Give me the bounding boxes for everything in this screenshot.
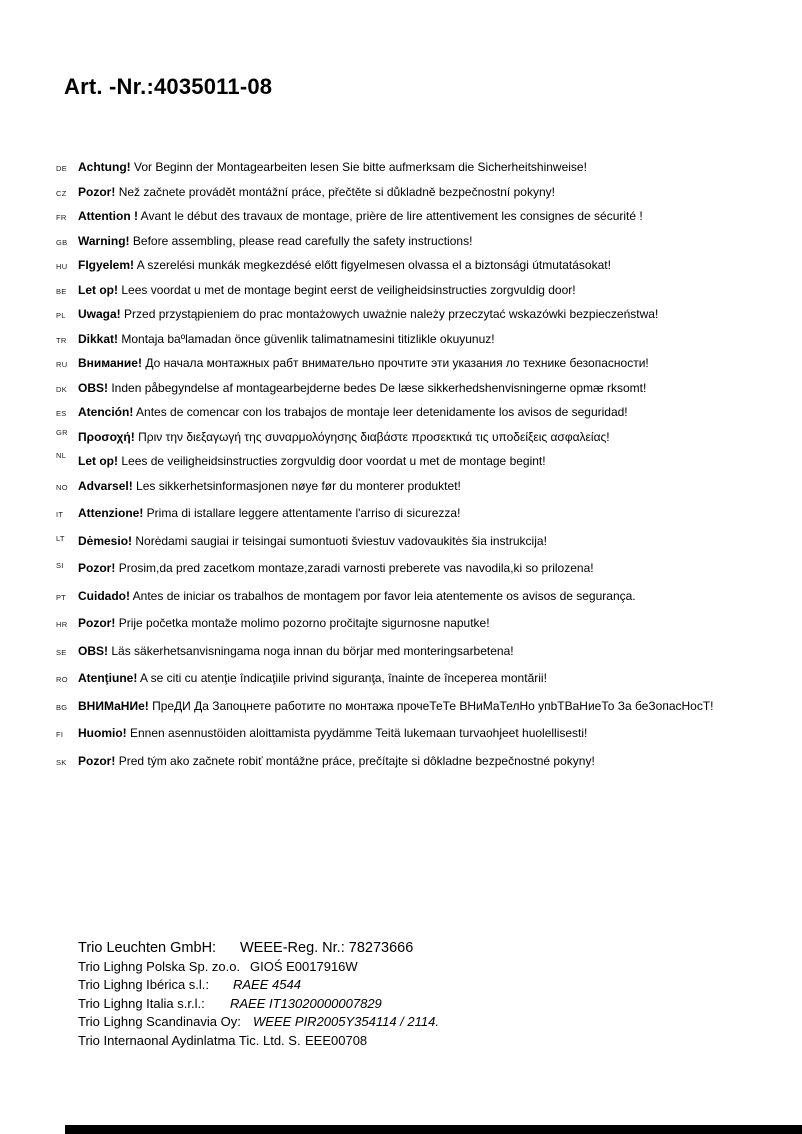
warning-text <box>78 616 490 630</box>
warning-row <box>56 479 794 493</box>
warning-body: Než začnete provádět montážní práce, přečtěte si důkladně bezpečnostní pokyny! <box>118 184 555 199</box>
warning-text <box>78 589 636 603</box>
company-registrations <box>78 939 439 1050</box>
warning-body: Vor Beginn der Montagearbeiten lesen Sie bitte aufmerksam die Sicherheitshinweise! <box>134 160 587 174</box>
warning-row <box>56 754 794 768</box>
warning-text <box>78 356 649 370</box>
warning-row <box>56 561 794 575</box>
language-code: LT <box>56 533 65 543</box>
warning-body: Antes de iniciar os trabalhos de montagem por favor leia atentemente os avisos de segurança. <box>132 588 636 603</box>
warning-text <box>78 671 547 685</box>
warning-body: Πριν την διεξαγωγή της συναρμολόγησης διαβάστε προσεκτικά τις υποδείξεις ασφαλείας! <box>138 429 610 444</box>
warning-body: Les sikkerhetsinformasjonen nøye før du monterer produktet! <box>136 478 461 493</box>
company-name: Trio Lighng Ibérica s.l.: <box>78 977 210 992</box>
warning-text <box>78 185 555 199</box>
language-code: BG <box>56 702 68 712</box>
warning-lead: Attenzione! <box>78 506 144 520</box>
warning-body: Montaja baºlamadan önce güvenlik talimatnamesini titizlikle okuyunuz! <box>121 331 495 346</box>
warning-text <box>78 454 546 468</box>
language-code: IT <box>56 510 64 519</box>
language-code: TR <box>56 335 67 345</box>
warning-lead: Let op! <box>78 282 118 297</box>
warning-body: Before assembling, please read carefully the safety instructions! <box>132 233 473 248</box>
language-code: GR <box>56 427 68 437</box>
warning-row <box>56 332 794 346</box>
warning-row <box>56 451 794 468</box>
language-code: HR <box>56 620 68 629</box>
warning-row <box>56 405 794 419</box>
warning-text <box>78 479 461 493</box>
warning-row <box>56 258 794 272</box>
warning-row <box>56 506 794 520</box>
registration-number: WEEE-Reg. Nr.: 78273666 <box>240 940 414 956</box>
warning-text <box>78 234 472 248</box>
warning-row <box>56 427 794 444</box>
warning-lead: Let op! <box>78 454 118 468</box>
warning-lead: Pozor! <box>78 753 116 768</box>
warning-lead: Achtung! <box>78 160 131 174</box>
language-code: DE <box>56 164 68 173</box>
warning-row <box>56 234 794 248</box>
company-row <box>78 995 439 1014</box>
warning-body: Antes de comencar con los trabajos de montaje leer detenidamente los avisos de seguridad! <box>136 405 628 419</box>
warning-body: Prosim,da pred zacetkom montaze,zaradi varnosti preberete vas navodila,ki so prilozena! <box>118 561 594 575</box>
warning-lead: Pozor! <box>78 616 116 630</box>
warning-body: Prima di istallare leggere attentamente l'arriso di sicurezza! <box>146 506 461 520</box>
registration-number: GIOŚ E0017916W <box>250 958 358 974</box>
company-row <box>78 976 439 995</box>
warning-body: Avant le début des travaux de montage, prière de lire attentivement les consignes de sécurité ! <box>140 209 643 223</box>
warning-text <box>78 430 610 444</box>
company-row <box>78 958 439 977</box>
warning-lead: OBS! <box>78 380 108 395</box>
company-name: Trio Lighng Italia s.r.l.: <box>78 995 205 1011</box>
warning-body: Przed przystąpieniem do prac montażowych uważnie należy przeczytać wskazówki bezpieczeństwa! <box>124 307 659 321</box>
warning-text <box>78 209 643 223</box>
warning-text <box>78 283 576 297</box>
warning-text <box>78 258 611 272</box>
warning-body: Läs säkerhetsanvisningama noga innan du börjar med monteringsarbetena! <box>111 643 514 658</box>
language-code: FI <box>56 730 64 739</box>
warning-row <box>56 283 794 297</box>
warning-lead: Cuidado! <box>78 588 130 603</box>
warning-body: Norėdami saugiai ir teisingai sumontuoti šviestuv vadovaukitės šia instrukcija! <box>135 533 547 548</box>
language-code: NL <box>56 451 67 460</box>
warning-body: ПреДИ Да Запоцнете работите по монтажа прочеТеТе ВНиМаТелНо упbТВаНиеТо За беЗопасНосТ! <box>152 698 714 713</box>
language-code: PL <box>56 311 66 320</box>
warning-body: Ennen asennustöiden aloittamista pyydämme Teitä lukemaan turvaohjeet huolellisesti! <box>130 726 588 740</box>
language-code: NO <box>56 482 68 492</box>
warning-body: Lees voordat u met de montage begint eerst de veiligheidsinstructies zorgvuldig door! <box>121 282 576 297</box>
language-code: PT <box>56 592 67 602</box>
warning-body: До начала монтажных рабт внимательно прочтите эти указания ло технике безопасности! <box>145 356 649 370</box>
warning-text <box>78 726 587 740</box>
warning-row <box>56 671 794 685</box>
language-code: ES <box>56 409 67 418</box>
warning-body: Prije početka montaže molimo pozorno pročitajte sigurnosne naputke! <box>118 616 490 630</box>
warning-row <box>56 356 794 370</box>
footer-bar <box>65 1125 802 1134</box>
company-name: Trio Leuchten GmbH: <box>78 940 217 956</box>
warning-lead: Pozor! <box>78 561 116 575</box>
warning-row <box>56 534 794 548</box>
warning-row <box>56 644 794 658</box>
language-code: SI <box>56 561 64 570</box>
warning-row <box>56 616 794 630</box>
language-code: CZ <box>56 188 67 198</box>
warning-lead: Advarsel! <box>78 478 133 493</box>
warning-text <box>78 332 495 346</box>
warning-row <box>56 699 794 713</box>
language-code: SE <box>56 647 67 657</box>
warning-lead: Pozor! <box>78 184 116 199</box>
language-code: FR <box>56 213 67 222</box>
company-row <box>78 939 439 958</box>
warning-lead: Uwaga! <box>78 307 121 321</box>
warning-row <box>56 589 794 603</box>
warning-text <box>78 405 628 419</box>
warning-row <box>56 307 794 321</box>
warning-text <box>78 506 460 520</box>
warning-lead: Atenţiune! <box>78 671 138 685</box>
warning-lead: FIgyelem! <box>78 258 135 272</box>
warning-text <box>78 644 514 658</box>
company-row <box>78 1013 439 1032</box>
warning-row <box>56 185 794 199</box>
warning-row <box>56 726 794 740</box>
warning-lead: Προσοχή! <box>78 429 135 444</box>
warning-body: A se citi cu atenţie îndicaţiile privind siguranţa, înainte de începerea montării! <box>140 671 547 685</box>
warning-lead: ВНИМаНИе! <box>78 698 149 713</box>
company-name: Trio Lighng Scandinavia Oy: <box>78 1014 241 1029</box>
language-code: DK <box>56 384 68 394</box>
warning-text <box>78 699 714 713</box>
warning-body: Lees de veiligheidsinstructies zorgvuldig door voordat u met de montage begint! <box>121 454 546 468</box>
warning-lead: Внимание! <box>78 356 142 370</box>
warning-lead: OBS! <box>78 643 108 658</box>
warning-lead: Dikkat! <box>78 331 119 346</box>
page-title: Art. -Nr.:4035011-08 <box>64 74 273 99</box>
registration-number: RAEE 4544 <box>233 977 301 992</box>
warning-body: Inden påbegyndelse af montagearbejderne bedes De læse sikkerhedshenvisningerne opmæ rksomt! <box>111 380 647 395</box>
language-code: HU <box>56 262 68 271</box>
warning-text <box>78 307 658 321</box>
warning-body: A szerelési munkák megkezdésé előtt figyelmesen olvassa el a biztonsági útmutatásokat! <box>136 258 611 272</box>
warning-lead: Attention ! <box>78 209 138 223</box>
language-code: RO <box>56 675 68 684</box>
company-name: Trio Internaonal Aydinlatma Tic. Ltd. S. <box>78 1032 301 1048</box>
warning-row <box>56 381 794 395</box>
warning-text <box>78 754 595 768</box>
company-row <box>78 1032 439 1051</box>
language-code: GB <box>56 237 68 247</box>
registration-number: EEE00708 <box>305 1032 368 1048</box>
warning-text <box>78 561 594 575</box>
language-code: BE <box>56 286 67 296</box>
warning-text <box>78 381 646 395</box>
warnings-list <box>56 160 794 781</box>
warning-lead: Atención! <box>78 405 134 419</box>
warning-row <box>56 209 794 223</box>
company-name: Trio Lighng Polska Sp. zo.o. <box>78 958 241 974</box>
registration-number: RAEE IT13020000007829 <box>230 995 382 1011</box>
warning-lead: Dėmesio! <box>78 533 133 548</box>
language-code: RU <box>56 360 68 369</box>
warning-body: Pred tým ako začnete robiť montážne práce, prečítajte si dôkladne bezpečnostné pokyny! <box>118 753 595 768</box>
registration-number: WEEE PIR2005Y354114 / 2114. <box>253 1014 439 1029</box>
warning-lead: Huomio! <box>78 726 127 740</box>
language-code: SK <box>56 757 67 767</box>
warning-lead: Warning! <box>78 233 130 248</box>
warning-text <box>78 160 587 174</box>
warning-text <box>78 534 547 548</box>
warning-row <box>56 160 794 174</box>
